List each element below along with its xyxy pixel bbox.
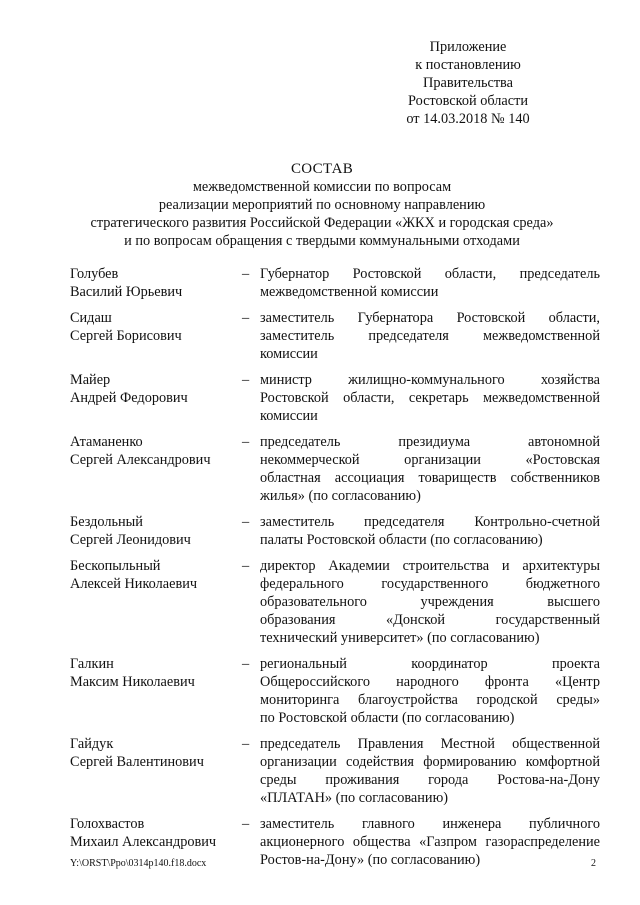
member-name — [70, 557, 242, 593]
appendix-line: Правительства — [423, 75, 513, 91]
member-role-line: Ростовской области, секретарь межведомственной — [260, 390, 600, 406]
page-number: 2 — [591, 858, 596, 869]
member-dash: – — [242, 736, 250, 752]
member-role — [260, 655, 600, 727]
member-name — [70, 655, 242, 691]
member-row — [70, 557, 600, 647]
member-row — [70, 265, 600, 301]
document-title: СОСТАВ — [290, 161, 354, 177]
member-given-names: Сергей Александрович — [70, 452, 211, 468]
member-role — [260, 433, 600, 505]
file-path: Y:\ORST\Ppo\0314p140.f18.docx — [70, 858, 207, 869]
member-name — [70, 433, 242, 469]
member-role-line: образования «Донской государственный — [260, 612, 600, 628]
member-role-line: заместитель председателя межведомственной — [260, 328, 600, 344]
member-row — [70, 433, 600, 505]
member-role-line: комиссии — [260, 408, 318, 424]
member-role-line: межведомственной комиссии — [260, 284, 439, 300]
member-role-line: организации содействия формированию комфортной — [260, 754, 600, 770]
member-dash: – — [242, 558, 250, 574]
member-role-line: акционерного общества «Газпром газораспределение — [260, 834, 600, 850]
heading-line: и по вопросам обращения с твердыми коммунальными отходами — [124, 233, 520, 249]
member-role-line: некоммерческой организации «Ростовская — [260, 452, 600, 468]
member-given-names: Сергей Леонидович — [70, 532, 191, 548]
member-role — [260, 735, 600, 807]
member-role — [260, 309, 600, 363]
member-role-line: по Ростовской области (по согласованию) — [260, 710, 515, 726]
member-role-line: заместитель Губернатора Ростовской области, — [260, 310, 600, 326]
member-dash: – — [242, 514, 250, 530]
member-role-line: директор Академии строительства и архитектуры — [260, 558, 600, 574]
member-dash: – — [242, 266, 250, 282]
member-row — [70, 371, 600, 425]
member-surname: Сидаш — [70, 310, 112, 326]
member-role-line: региональный координатор проекта — [260, 656, 600, 672]
member-name — [70, 371, 242, 407]
member-given-names: Сергей Валентинович — [70, 754, 204, 770]
member-role-line: комиссии — [260, 346, 318, 362]
member-dash: – — [242, 434, 250, 450]
member-name — [70, 815, 242, 851]
member-name — [70, 513, 242, 549]
member-role-line: Ростов-на-Дону» (по согласованию) — [260, 852, 481, 868]
appendix-line: от 14.03.2018 № 140 — [406, 111, 530, 127]
member-surname: Майер — [70, 372, 111, 388]
document-heading — [60, 160, 584, 250]
member-row — [70, 513, 600, 549]
member-given-names: Василий Юрьевич — [70, 284, 183, 300]
member-role-line: Губернатор Ростовской области, председатель — [260, 266, 600, 282]
appendix-line: к постановлению — [415, 57, 521, 73]
member-role-line: заместитель главного инженера публичного — [260, 816, 600, 832]
member-dash: – — [242, 310, 250, 326]
member-role — [260, 557, 600, 647]
member-name — [70, 265, 242, 301]
member-role — [260, 371, 600, 425]
member-given-names: Андрей Федорович — [70, 390, 188, 406]
member-role-line: заместитель председателя Контрольно-счетной — [260, 514, 600, 530]
member-dash: – — [242, 656, 250, 672]
member-row — [70, 309, 600, 363]
member-surname: Галкин — [70, 656, 114, 672]
heading-line: межведомственной комиссии по вопросам — [192, 179, 452, 195]
member-surname: Бескопыльный — [70, 558, 161, 574]
member-surname: Атаманенко — [70, 434, 143, 450]
member-given-names: Михаил Александрович — [70, 834, 217, 850]
heading-line: стратегического развития Российской Федерации «ЖКХ и городская среда» — [90, 215, 554, 231]
members-list — [70, 265, 600, 877]
member-surname: Гайдук — [70, 736, 114, 752]
member-role-line: министр жилищно-коммунального хозяйства — [260, 372, 600, 388]
member-role-line: образовательного учреждения высшего — [260, 594, 600, 610]
member-role-line: областная ассоциация товариществ собственников — [260, 470, 600, 486]
member-role-line: среды проживания города Ростова-на-Дону — [260, 772, 600, 788]
member-given-names: Сергей Борисович — [70, 328, 182, 344]
member-row — [70, 735, 600, 807]
member-surname: Голохвастов — [70, 816, 145, 832]
member-role-line: жилья» (по согласованию) — [260, 488, 421, 504]
heading-line: реализации мероприятий по основному направлению — [158, 197, 486, 213]
member-role — [260, 513, 600, 549]
member-given-names: Максим Николаевич — [70, 674, 195, 690]
member-role-line: федерального государственного бюджетного — [260, 576, 600, 592]
member-role-line: Общероссийского народного фронта «Центр — [260, 674, 600, 690]
member-role-line: мониторинга благоустройства городской среды» — [260, 692, 600, 708]
member-role-line: технический университет» (по согласованию) — [260, 630, 540, 646]
member-role-line: председатель президиума автономной — [260, 434, 600, 450]
appendix-line: Ростовской области — [407, 93, 529, 109]
member-role — [260, 815, 600, 869]
appendix-line: Приложение — [429, 39, 507, 55]
member-dash: – — [242, 816, 250, 832]
appendix-block — [368, 38, 568, 128]
member-role-line: палаты Ростовской области (по согласованию) — [260, 532, 543, 548]
member-name — [70, 309, 242, 345]
member-role-line: председатель Правления Местной общественной — [260, 736, 600, 752]
member-surname: Бездольный — [70, 514, 143, 530]
member-row — [70, 655, 600, 727]
member-given-names: Алексей Николаевич — [70, 576, 198, 592]
member-name — [70, 735, 242, 771]
member-role — [260, 265, 600, 301]
member-dash: – — [242, 372, 250, 388]
member-role-line: «ПЛАТАН» (по согласованию) — [260, 790, 449, 806]
member-surname: Голубев — [70, 266, 119, 282]
